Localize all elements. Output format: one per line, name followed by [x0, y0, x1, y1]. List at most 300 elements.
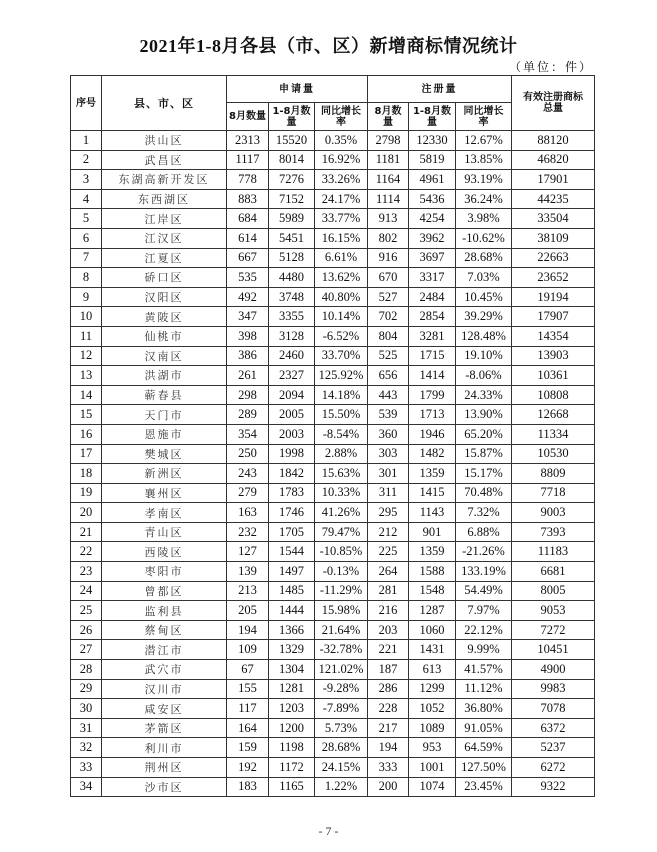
reg-aug-cell: 1181 [368, 150, 409, 170]
valid-total-cell: 14354 [512, 326, 595, 346]
region-cell: 东湖高新开发区 [102, 170, 227, 190]
reg-yoy-cell: 64.59% [456, 738, 512, 758]
reg-yoy-cell: 54.49% [456, 581, 512, 601]
seq-cell: 8 [71, 268, 102, 288]
reg-aug-cell: 187 [368, 660, 409, 680]
app-ytd-cell: 2327 [269, 366, 315, 386]
app-ytd-cell: 1198 [269, 738, 315, 758]
table-row [71, 268, 595, 288]
app-aug-cell: 298 [227, 385, 269, 405]
valid-total-cell: 19194 [512, 287, 595, 307]
table-row [71, 522, 595, 542]
valid-total-cell: 33504 [512, 209, 595, 229]
app-yoy-cell: 15.63% [315, 464, 368, 484]
valid-total-cell: 10361 [512, 366, 595, 386]
valid-total-cell: 8005 [512, 581, 595, 601]
table-row [71, 385, 595, 405]
region-cell: 利川市 [102, 738, 227, 758]
region-cell: 蔡甸区 [102, 620, 227, 640]
reg-yoy-cell: -10.62% [456, 228, 512, 248]
app-ytd-cell: 3748 [269, 287, 315, 307]
reg-ytd-cell: 1414 [409, 366, 456, 386]
reg-ytd-cell: 1482 [409, 444, 456, 464]
region-cell: 孝南区 [102, 503, 227, 523]
region-cell: 江汉区 [102, 228, 227, 248]
reg-yoy-cell: 70.48% [456, 483, 512, 503]
app-aug-cell: 232 [227, 522, 269, 542]
valid-total-cell: 11183 [512, 542, 595, 562]
reg-yoy-cell: 19.10% [456, 346, 512, 366]
app-aug-cell: 205 [227, 601, 269, 621]
table-row [71, 209, 595, 229]
app-aug-cell: 67 [227, 660, 269, 680]
valid-total-cell: 9003 [512, 503, 595, 523]
valid-total-cell: 13903 [512, 346, 595, 366]
reg-ytd-cell: 2484 [409, 287, 456, 307]
app-ytd-cell: 1203 [269, 699, 315, 719]
reg-yoy-cell: 10.45% [456, 287, 512, 307]
reg-ytd-cell: 4254 [409, 209, 456, 229]
reg-yoy-cell: 28.68% [456, 248, 512, 268]
table-row [71, 248, 595, 268]
app-yoy-cell: 16.92% [315, 150, 368, 170]
reg-aug-cell: 802 [368, 228, 409, 248]
app-ytd-cell: 1366 [269, 620, 315, 640]
header-application-group: 申请量 [227, 76, 368, 103]
reg-aug-cell: 656 [368, 366, 409, 386]
app-aug-cell: 164 [227, 718, 269, 738]
region-cell: 襄州区 [102, 483, 227, 503]
app-aug-cell: 127 [227, 542, 269, 562]
app-yoy-cell: 15.50% [315, 405, 368, 425]
seq-cell: 30 [71, 699, 102, 719]
valid-total-cell: 7272 [512, 620, 595, 640]
table-row [71, 503, 595, 523]
app-aug-cell: 492 [227, 287, 269, 307]
valid-total-cell: 7393 [512, 522, 595, 542]
app-aug-cell: 386 [227, 346, 269, 366]
valid-total-cell: 6272 [512, 758, 595, 778]
app-aug-cell: 354 [227, 424, 269, 444]
table-row [71, 228, 595, 248]
app-aug-cell: 279 [227, 483, 269, 503]
valid-total-cell: 6681 [512, 562, 595, 582]
seq-cell: 21 [71, 522, 102, 542]
reg-aug-cell: 295 [368, 503, 409, 523]
app-yoy-cell: 33.77% [315, 209, 368, 229]
app-ytd-cell: 1544 [269, 542, 315, 562]
seq-cell: 16 [71, 424, 102, 444]
app-yoy-cell: -7.89% [315, 699, 368, 719]
app-ytd-cell: 1200 [269, 718, 315, 738]
reg-ytd-cell: 1799 [409, 385, 456, 405]
reg-ytd-cell: 1052 [409, 699, 456, 719]
reg-yoy-cell: 24.33% [456, 385, 512, 405]
reg-aug-cell: 281 [368, 581, 409, 601]
seq-cell: 6 [71, 228, 102, 248]
reg-aug-cell: 527 [368, 287, 409, 307]
valid-total-cell: 46820 [512, 150, 595, 170]
app-yoy-cell: 6.61% [315, 248, 368, 268]
valid-total-cell: 88120 [512, 131, 595, 151]
seq-cell: 33 [71, 758, 102, 778]
table-row [71, 366, 595, 386]
app-yoy-cell: -9.28% [315, 679, 368, 699]
reg-yoy-cell: -21.26% [456, 542, 512, 562]
seq-cell: 2 [71, 150, 102, 170]
app-aug-cell: 155 [227, 679, 269, 699]
reg-aug-cell: 228 [368, 699, 409, 719]
reg-ytd-cell: 3281 [409, 326, 456, 346]
app-aug-cell: 684 [227, 209, 269, 229]
reg-ytd-cell: 2854 [409, 307, 456, 327]
app-ytd-cell: 1998 [269, 444, 315, 464]
region-cell: 汉阳区 [102, 287, 227, 307]
reg-aug-cell: 286 [368, 679, 409, 699]
reg-aug-cell: 360 [368, 424, 409, 444]
reg-ytd-cell: 1089 [409, 718, 456, 738]
table-row [71, 307, 595, 327]
table-row [71, 483, 595, 503]
region-cell: 汉南区 [102, 346, 227, 366]
app-aug-cell: 778 [227, 170, 269, 190]
reg-ytd-cell: 1431 [409, 640, 456, 660]
reg-yoy-cell: 15.87% [456, 444, 512, 464]
region-cell: 青山区 [102, 522, 227, 542]
region-cell: 硚口区 [102, 268, 227, 288]
seq-cell: 15 [71, 405, 102, 425]
reg-yoy-cell: 93.19% [456, 170, 512, 190]
region-cell: 洪山区 [102, 131, 227, 151]
app-aug-cell: 117 [227, 699, 269, 719]
header-seq: 序号 [71, 76, 102, 131]
reg-aug-cell: 264 [368, 562, 409, 582]
reg-aug-cell: 804 [368, 326, 409, 346]
valid-total-cell: 6372 [512, 718, 595, 738]
app-ytd-cell: 15520 [269, 131, 315, 151]
app-aug-cell: 261 [227, 366, 269, 386]
region-cell: 江岸区 [102, 209, 227, 229]
app-ytd-cell: 1705 [269, 522, 315, 542]
app-ytd-cell: 8014 [269, 150, 315, 170]
app-ytd-cell: 1172 [269, 758, 315, 778]
reg-yoy-cell: 7.97% [456, 601, 512, 621]
region-cell: 茅箭区 [102, 718, 227, 738]
reg-aug-cell: 216 [368, 601, 409, 621]
seq-cell: 31 [71, 718, 102, 738]
region-cell: 天门市 [102, 405, 227, 425]
region-cell: 樊城区 [102, 444, 227, 464]
app-aug-cell: 250 [227, 444, 269, 464]
header-app-ytd: 1-8月数量 [269, 103, 315, 131]
table-row [71, 562, 595, 582]
app-ytd-cell: 1281 [269, 679, 315, 699]
reg-ytd-cell: 5819 [409, 150, 456, 170]
app-yoy-cell: 10.33% [315, 483, 368, 503]
reg-yoy-cell: 91.05% [456, 718, 512, 738]
seq-cell: 13 [71, 366, 102, 386]
app-aug-cell: 535 [227, 268, 269, 288]
reg-ytd-cell: 3317 [409, 268, 456, 288]
reg-ytd-cell: 1074 [409, 777, 456, 797]
seq-cell: 19 [71, 483, 102, 503]
reg-aug-cell: 303 [368, 444, 409, 464]
reg-ytd-cell: 4961 [409, 170, 456, 190]
valid-total-cell: 7718 [512, 483, 595, 503]
reg-ytd-cell: 3697 [409, 248, 456, 268]
valid-total-cell: 44235 [512, 189, 595, 209]
table-row [71, 444, 595, 464]
seq-cell: 27 [71, 640, 102, 660]
table-row [71, 424, 595, 444]
app-ytd-cell: 1485 [269, 581, 315, 601]
reg-aug-cell: 194 [368, 738, 409, 758]
valid-total-cell: 23652 [512, 268, 595, 288]
reg-ytd-cell: 1359 [409, 464, 456, 484]
app-yoy-cell: 13.62% [315, 268, 368, 288]
reg-aug-cell: 203 [368, 620, 409, 640]
app-yoy-cell: 5.73% [315, 718, 368, 738]
table-row [71, 464, 595, 484]
region-cell: 黄陂区 [102, 307, 227, 327]
reg-yoy-cell: 15.17% [456, 464, 512, 484]
reg-yoy-cell: 13.90% [456, 405, 512, 425]
region-cell: 沙市区 [102, 777, 227, 797]
table-row [71, 405, 595, 425]
region-cell: 武穴市 [102, 660, 227, 680]
reg-yoy-cell: 3.98% [456, 209, 512, 229]
app-ytd-cell: 7152 [269, 189, 315, 209]
valid-total-cell: 5237 [512, 738, 595, 758]
app-yoy-cell: -6.52% [315, 326, 368, 346]
header-registration-group: 注册量 [368, 76, 512, 103]
app-ytd-cell: 4480 [269, 268, 315, 288]
app-aug-cell: 163 [227, 503, 269, 523]
region-cell: 洪湖市 [102, 366, 227, 386]
app-yoy-cell: 33.26% [315, 170, 368, 190]
app-ytd-cell: 1842 [269, 464, 315, 484]
app-ytd-cell: 1444 [269, 601, 315, 621]
app-yoy-cell: 125.92% [315, 366, 368, 386]
reg-yoy-cell: 65.20% [456, 424, 512, 444]
app-aug-cell: 398 [227, 326, 269, 346]
app-yoy-cell: -8.54% [315, 424, 368, 444]
app-yoy-cell: 10.14% [315, 307, 368, 327]
reg-aug-cell: 212 [368, 522, 409, 542]
app-yoy-cell: 41.26% [315, 503, 368, 523]
reg-yoy-cell: 127.50% [456, 758, 512, 778]
valid-total-cell: 17901 [512, 170, 595, 190]
reg-yoy-cell: 13.85% [456, 150, 512, 170]
valid-total-cell: 10451 [512, 640, 595, 660]
table-row [71, 620, 595, 640]
seq-cell: 9 [71, 287, 102, 307]
app-aug-cell: 289 [227, 405, 269, 425]
app-ytd-cell: 3128 [269, 326, 315, 346]
app-yoy-cell: -11.29% [315, 581, 368, 601]
reg-ytd-cell: 5436 [409, 189, 456, 209]
app-ytd-cell: 5451 [269, 228, 315, 248]
app-ytd-cell: 1304 [269, 660, 315, 680]
app-aug-cell: 667 [227, 248, 269, 268]
app-aug-cell: 347 [227, 307, 269, 327]
app-yoy-cell: 0.35% [315, 131, 368, 151]
app-ytd-cell: 1497 [269, 562, 315, 582]
table-row [71, 581, 595, 601]
region-cell: 枣阳市 [102, 562, 227, 582]
document-title: 2021年1-8月各县（市、区）新增商标情况统计 [139, 36, 518, 56]
app-aug-cell: 614 [227, 228, 269, 248]
valid-total-cell: 8809 [512, 464, 595, 484]
app-ytd-cell: 3355 [269, 307, 315, 327]
region-cell: 江夏区 [102, 248, 227, 268]
app-yoy-cell: 16.15% [315, 228, 368, 248]
region-cell: 西陵区 [102, 542, 227, 562]
app-aug-cell: 194 [227, 620, 269, 640]
reg-yoy-cell: 11.12% [456, 679, 512, 699]
region-cell: 汉川市 [102, 679, 227, 699]
valid-total-cell: 9322 [512, 777, 595, 797]
header-reg-ytd: 1-8月数量 [409, 103, 456, 131]
reg-yoy-cell: 36.24% [456, 189, 512, 209]
reg-ytd-cell: 1287 [409, 601, 456, 621]
app-yoy-cell: 79.47% [315, 522, 368, 542]
app-ytd-cell: 2094 [269, 385, 315, 405]
seq-cell: 4 [71, 189, 102, 209]
table-row [71, 640, 595, 660]
app-yoy-cell: -32.78% [315, 640, 368, 660]
seq-cell: 5 [71, 209, 102, 229]
region-cell: 监利县 [102, 601, 227, 621]
reg-aug-cell: 443 [368, 385, 409, 405]
app-aug-cell: 159 [227, 738, 269, 758]
region-cell: 武昌区 [102, 150, 227, 170]
seq-cell: 26 [71, 620, 102, 640]
reg-aug-cell: 301 [368, 464, 409, 484]
app-yoy-cell: 40.80% [315, 287, 368, 307]
seq-cell: 23 [71, 562, 102, 582]
reg-ytd-cell: 1713 [409, 405, 456, 425]
seq-cell: 18 [71, 464, 102, 484]
app-ytd-cell: 1783 [269, 483, 315, 503]
region-cell: 恩施市 [102, 424, 227, 444]
app-yoy-cell: 33.70% [315, 346, 368, 366]
reg-yoy-cell: 23.45% [456, 777, 512, 797]
table-row [71, 699, 595, 719]
reg-yoy-cell: -8.06% [456, 366, 512, 386]
valid-total-cell: 4900 [512, 660, 595, 680]
app-ytd-cell: 1329 [269, 640, 315, 660]
seq-cell: 32 [71, 738, 102, 758]
reg-ytd-cell: 12330 [409, 131, 456, 151]
table-row [71, 601, 595, 621]
app-aug-cell: 192 [227, 758, 269, 778]
app-ytd-cell: 2003 [269, 424, 315, 444]
reg-ytd-cell: 953 [409, 738, 456, 758]
region-cell: 荆州区 [102, 758, 227, 778]
table-row [71, 738, 595, 758]
app-yoy-cell: 2.88% [315, 444, 368, 464]
table-row [71, 287, 595, 307]
reg-ytd-cell: 3962 [409, 228, 456, 248]
table-row [71, 718, 595, 738]
table-row [71, 679, 595, 699]
reg-ytd-cell: 1715 [409, 346, 456, 366]
reg-ytd-cell: 613 [409, 660, 456, 680]
seq-cell: 11 [71, 326, 102, 346]
table-row [71, 131, 595, 151]
seq-cell: 3 [71, 170, 102, 190]
reg-aug-cell: 670 [368, 268, 409, 288]
app-yoy-cell: 24.15% [315, 758, 368, 778]
reg-yoy-cell: 22.12% [456, 620, 512, 640]
reg-ytd-cell: 1415 [409, 483, 456, 503]
header-app-yoy: 同比增长率 [315, 103, 368, 131]
app-yoy-cell: 24.17% [315, 189, 368, 209]
seq-cell: 7 [71, 248, 102, 268]
reg-aug-cell: 916 [368, 248, 409, 268]
app-aug-cell: 213 [227, 581, 269, 601]
seq-cell: 25 [71, 601, 102, 621]
region-cell: 潜江市 [102, 640, 227, 660]
app-ytd-cell: 1746 [269, 503, 315, 523]
reg-yoy-cell: 133.19% [456, 562, 512, 582]
reg-ytd-cell: 1548 [409, 581, 456, 601]
reg-yoy-cell: 7.03% [456, 268, 512, 288]
header-app-aug: 8月数量 [227, 103, 269, 131]
app-aug-cell: 109 [227, 640, 269, 660]
app-ytd-cell: 2460 [269, 346, 315, 366]
reg-aug-cell: 525 [368, 346, 409, 366]
app-yoy-cell: -10.85% [315, 542, 368, 562]
app-aug-cell: 2313 [227, 131, 269, 151]
app-aug-cell: 1117 [227, 150, 269, 170]
app-ytd-cell: 2005 [269, 405, 315, 425]
reg-ytd-cell: 1359 [409, 542, 456, 562]
valid-total-cell: 12668 [512, 405, 595, 425]
region-cell: 蕲春县 [102, 385, 227, 405]
table-row [71, 777, 595, 797]
app-yoy-cell: 14.18% [315, 385, 368, 405]
reg-yoy-cell: 39.29% [456, 307, 512, 327]
app-yoy-cell: 21.64% [315, 620, 368, 640]
app-yoy-cell: 15.98% [315, 601, 368, 621]
reg-aug-cell: 200 [368, 777, 409, 797]
region-cell: 曾都区 [102, 581, 227, 601]
reg-aug-cell: 1164 [368, 170, 409, 190]
valid-total-cell: 9983 [512, 679, 595, 699]
reg-aug-cell: 1114 [368, 189, 409, 209]
region-cell: 仙桃市 [102, 326, 227, 346]
header-valid-total: 有效注册商标总量 [512, 76, 595, 131]
reg-ytd-cell: 1001 [409, 758, 456, 778]
header-region: 县、市、区 [102, 76, 227, 131]
app-aug-cell: 183 [227, 777, 269, 797]
reg-yoy-cell: 41.57% [456, 660, 512, 680]
app-ytd-cell: 5128 [269, 248, 315, 268]
valid-total-cell: 11334 [512, 424, 595, 444]
app-aug-cell: 139 [227, 562, 269, 582]
reg-aug-cell: 217 [368, 718, 409, 738]
reg-yoy-cell: 128.48% [456, 326, 512, 346]
seq-cell: 1 [71, 131, 102, 151]
reg-aug-cell: 913 [368, 209, 409, 229]
valid-total-cell: 10530 [512, 444, 595, 464]
seq-cell: 20 [71, 503, 102, 523]
header-reg-yoy: 同比增长率 [456, 103, 512, 131]
reg-aug-cell: 333 [368, 758, 409, 778]
reg-ytd-cell: 901 [409, 522, 456, 542]
